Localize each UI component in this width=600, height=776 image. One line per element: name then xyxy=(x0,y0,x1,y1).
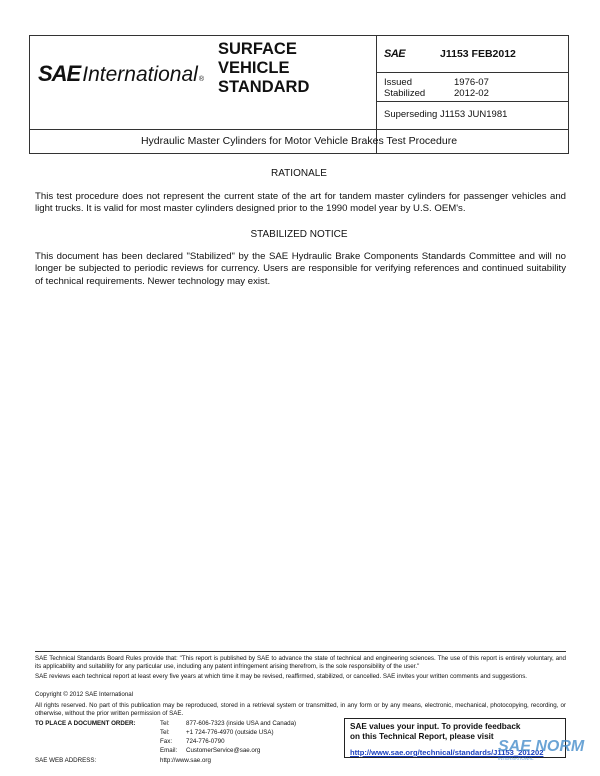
rationale-heading: RATIONALE xyxy=(271,168,327,179)
review-text: SAE reviews each technical report at least every five years at which time it may be revised, reaffirmed, stabilized, or cancelled. SAE invites your written comments and suggestions. xyxy=(35,673,528,680)
email-label: Email: xyxy=(160,747,178,754)
document-title: Hydraulic Master Cylinders for Motor Vehicle Brakes Test Procedure xyxy=(140,135,458,147)
standard-line: STANDARD xyxy=(218,78,310,96)
rationale-text: This test procedure does not represent the current state of the art for tandem master cylinders for passenger vehicles and light trucks. It is valid for most master cylinders designed prior to the 1990 model year by U.S. OEM's. xyxy=(35,191,566,215)
standard-line: VEHICLE xyxy=(218,59,290,77)
standard-type xyxy=(218,40,368,97)
watermark-subtext: INTERNATIONAL xyxy=(498,756,534,761)
header-divider xyxy=(376,72,569,73)
web-link[interactable]: http://www.sae.org xyxy=(160,757,211,764)
web-label: SAE WEB ADDRESS: xyxy=(35,757,97,764)
tel-label: Tel: xyxy=(160,720,170,727)
logo-sae: SAE xyxy=(38,61,81,86)
header-divider xyxy=(376,101,569,102)
fax-label: Fax: xyxy=(160,738,173,745)
footer-rule xyxy=(35,651,566,652)
copyright-text: Copyright © 2012 SAE International xyxy=(35,691,134,698)
sae-international-logo xyxy=(38,61,205,86)
tel-value: 877-606-7323 (inside USA and Canada) xyxy=(186,720,297,727)
watermark-text: SAE NORM xyxy=(498,738,585,755)
tel2-value: +1 724-776-4970 (outside USA) xyxy=(186,729,274,736)
feedback-line: on this Technical Report, please visit xyxy=(350,732,494,741)
tel2-label: Tel: xyxy=(160,729,170,736)
sae-norm-watermark xyxy=(498,738,590,768)
sae-small-logo: SAE xyxy=(384,48,406,60)
email-link[interactable]: CustomerService@sae.org xyxy=(186,747,261,754)
stabilized-notice-text: This document has been declared "Stabilized" by the SAE Hydraulic Brake Components Standards Committee and will no longer be subjected to periodic reviews for currency. Users are responsible for verifying references and continued suitability of technical requirements. Newer technology may exist. xyxy=(35,251,566,287)
board-rules-text: SAE Technical Standards Board Rules provide that: "This report is published by SAE to advance the state of technical and engineering sciences. The use of this report is entirely voluntary, and its applicability and suitability for any particular use, including any patent infringement arising therefrom, is the sole responsibility of the user." xyxy=(35,655,566,670)
logo-international: International xyxy=(82,63,198,86)
rights-text: All rights reserved. No part of this publication may be reproduced, stored in a retrieval system or transmitted, in any form or by any means, electronic, mechanical, photocopying, recording, or otherwise, without the prior written permission of SAE. xyxy=(35,702,566,717)
feedback-link[interactable]: http://www.sae.org/technical/standards/J1153_201202 xyxy=(350,748,544,757)
standard-line: SURFACE xyxy=(218,40,297,58)
stabilized-notice-heading: STABILIZED NOTICE xyxy=(250,229,348,240)
issued-label: Issued xyxy=(384,77,412,88)
superseding-note: Superseding J1153 JUN1981 xyxy=(384,109,508,120)
order-label: TO PLACE A DOCUMENT ORDER: xyxy=(35,720,136,727)
stabilized-value: 2012-02 xyxy=(454,88,489,99)
issued-value: 1976-07 xyxy=(454,77,489,88)
document-number: J1153 FEB2012 xyxy=(440,48,516,60)
stabilized-label: Stabilized xyxy=(384,88,426,99)
fax-value: 724-776-0790 xyxy=(186,738,225,745)
feedback-line: SAE values your input. To provide feedback xyxy=(350,722,521,731)
logo-trademark: ® xyxy=(198,76,205,83)
